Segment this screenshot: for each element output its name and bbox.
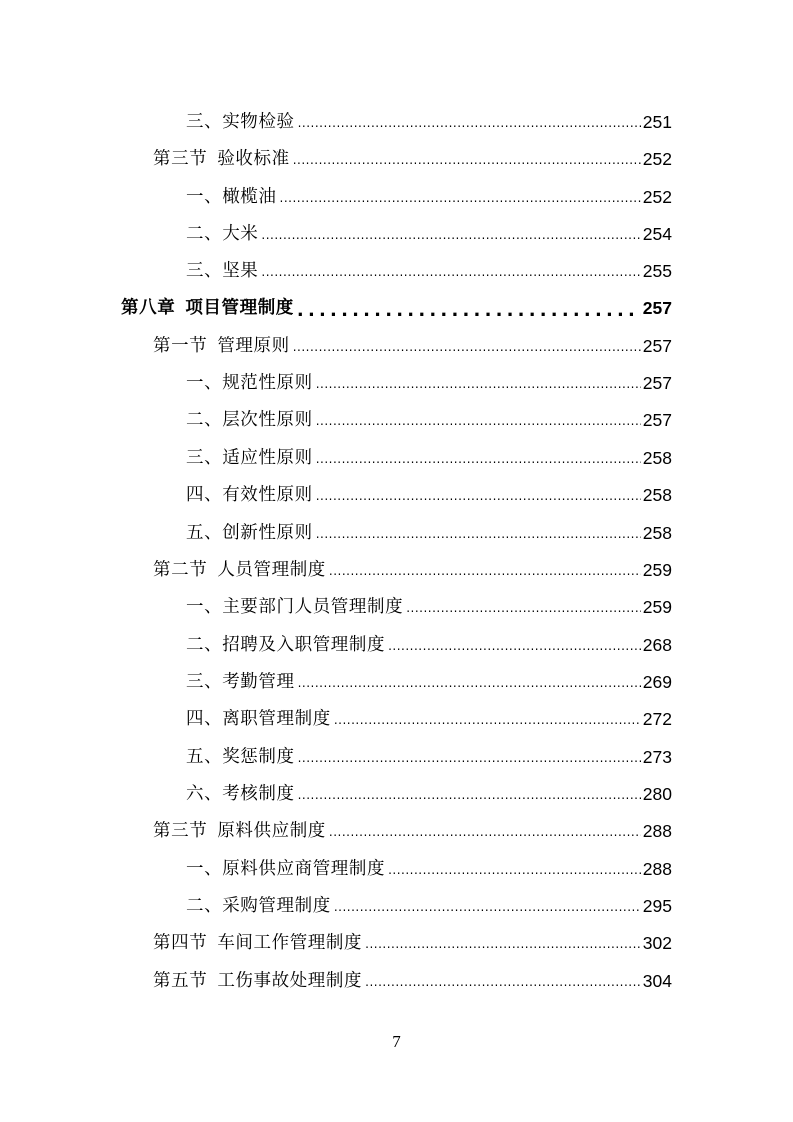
toc-entry-number: 三、 [186, 261, 223, 281]
toc-entry-label [186, 745, 295, 769]
toc-dot-leader [293, 152, 641, 168]
toc-dot-leader [298, 675, 641, 691]
toc-entry-label [186, 782, 295, 806]
toc-entry-page: 273 [642, 747, 672, 767]
toc-entry-label [186, 670, 295, 694]
toc-entry-label [186, 110, 295, 134]
toc-entry-title: 层次性原则 [222, 410, 313, 430]
toc-entry-page: 252 [642, 187, 672, 207]
toc-dot-leader [261, 264, 640, 280]
toc-entry-number: 五、 [186, 523, 223, 543]
toc-entry-number: 二、 [186, 635, 223, 655]
toc-entry-label [186, 371, 313, 395]
toc-entry-page: 304 [642, 971, 672, 991]
toc-entry[interactable] [186, 216, 672, 246]
toc-entry-number: 三、 [186, 672, 223, 692]
toc-entry-number: 四、 [186, 485, 223, 505]
toc-entry-label [153, 147, 290, 171]
toc-entry-title: 管理原则 [217, 336, 290, 356]
toc-entry-number: 第四节 [153, 933, 208, 953]
toc-entry-number: 五、 [186, 747, 223, 767]
toc-entry-number: 第五节 [153, 971, 208, 991]
toc-dot-leader [334, 899, 641, 915]
toc-entry-label [186, 483, 313, 507]
toc-entry-page: 259 [642, 597, 672, 617]
toc-entry[interactable] [186, 776, 672, 806]
toc-entry-label [186, 222, 258, 246]
toc-entry-page: 268 [642, 635, 672, 655]
toc-entry-number: 二、 [186, 896, 223, 916]
toc-entry-page: 257 [642, 373, 672, 393]
toc-entry-label [186, 408, 313, 432]
toc-entry-number: 第三节 [153, 149, 208, 169]
toc-dot-leader [280, 190, 641, 206]
toc-entry[interactable] [153, 925, 672, 955]
toc-entry[interactable] [153, 328, 672, 358]
toc-chapter-entry[interactable] [121, 290, 672, 320]
toc-dot-leader [293, 339, 641, 355]
toc-entry-number: 一、 [186, 187, 223, 207]
toc-entry-title: 离职管理制度 [222, 709, 331, 729]
toc-entry-title: 有效性原则 [222, 485, 313, 505]
toc-entry-label [153, 334, 290, 358]
toc-entry-page: 269 [642, 672, 672, 692]
toc-entry-number: 一、 [186, 859, 223, 879]
toc-dot-leader [316, 526, 641, 542]
toc-entry-number: 二、 [186, 224, 223, 244]
toc-entry[interactable] [186, 179, 672, 209]
toc-entry[interactable] [186, 253, 672, 283]
toc-entry-number: 第二节 [153, 560, 208, 580]
toc-entry-title: 考勤管理 [222, 672, 295, 692]
toc-entry-label [186, 595, 403, 619]
toc-entry[interactable] [186, 888, 672, 918]
toc-entry-page: 280 [642, 784, 672, 804]
toc-dot-leader [261, 227, 640, 243]
toc-entry-label [121, 296, 294, 320]
toc-entry-title: 橄榄油 [222, 187, 277, 207]
toc-entry-title: 采购管理制度 [222, 896, 331, 916]
toc-entry-title: 原料供应制度 [217, 821, 326, 841]
page-number: 7 [392, 1032, 401, 1051]
toc-entry[interactable] [153, 813, 672, 843]
toc-entry-label [186, 633, 385, 657]
toc-entry-page: 257 [642, 336, 672, 356]
toc-entry[interactable] [186, 515, 672, 545]
toc-dot-leader [365, 936, 641, 952]
toc-entry-page: 272 [642, 709, 672, 729]
toc-entry[interactable] [186, 402, 672, 432]
toc-entry[interactable] [186, 104, 672, 134]
toc-dot-leader [388, 638, 641, 654]
toc-dot-leader [365, 974, 641, 990]
toc-entry-number: 六、 [186, 784, 223, 804]
toc-entry-title: 验收标准 [217, 149, 290, 169]
toc-entry-label [186, 894, 331, 918]
toc-entry[interactable] [153, 963, 672, 993]
toc-entry[interactable] [153, 552, 672, 582]
toc-entry-title: 适应性原则 [222, 448, 313, 468]
toc-entry-title: 大米 [222, 224, 259, 244]
toc-entry-title: 坚果 [222, 261, 259, 281]
toc-entry-label [186, 185, 277, 209]
toc-dot-leader [334, 712, 641, 728]
toc-entry-title: 考核制度 [222, 784, 295, 804]
toc-entry-page: 259 [642, 560, 672, 580]
toc-entry-page: 258 [642, 448, 672, 468]
toc-entry-title: 奖惩制度 [222, 747, 295, 767]
toc-entry-page: 255 [642, 261, 672, 281]
toc-dot-leader [298, 115, 641, 131]
toc-entry[interactable] [186, 589, 672, 619]
toc-entry-number: 三、 [186, 448, 223, 468]
toc-dot-leader [316, 413, 641, 429]
toc-entry-title: 主要部门人员管理制度 [222, 597, 404, 617]
toc-entry-number: 一、 [186, 597, 223, 617]
toc-entry-title: 车间工作管理制度 [217, 933, 363, 953]
toc-entry-title: 创新性原则 [222, 523, 313, 543]
toc-entry-page: 302 [642, 933, 672, 953]
toc-dot-leader [329, 824, 641, 840]
toc-entry-title: 原料供应商管理制度 [222, 859, 386, 879]
toc-entry-title: 规范性原则 [222, 373, 313, 393]
toc-entry-label [186, 707, 331, 731]
toc-entry[interactable] [153, 141, 672, 171]
toc-entry-page: 288 [642, 859, 672, 879]
toc-entry-page: 257 [642, 298, 672, 318]
toc-dot-leader [316, 451, 641, 467]
toc-entry-label [153, 819, 326, 843]
toc-entry-label [186, 259, 258, 283]
toc-dot-leader [388, 862, 641, 878]
toc-entry-page: 257 [642, 410, 672, 430]
toc-entry[interactable] [186, 477, 672, 507]
toc-entry-number: 第八章 [121, 298, 176, 318]
toc-entry-page: 252 [642, 149, 672, 169]
toc-dot-leader [329, 563, 641, 579]
toc-dot-leader [297, 303, 641, 319]
toc-entry-number: 二、 [186, 410, 223, 430]
toc-entry-label [153, 931, 362, 955]
toc-entry-page: 258 [642, 485, 672, 505]
toc-dot-leader [298, 787, 641, 803]
toc-entry-label [153, 558, 326, 582]
toc-entry-number: 四、 [186, 709, 223, 729]
toc-entry-label [186, 446, 313, 470]
toc-entry-title: 项目管理制度 [185, 298, 294, 318]
toc-entry-number: 第一节 [153, 336, 208, 356]
toc-dot-leader [316, 488, 641, 504]
toc-entry-title: 人员管理制度 [217, 560, 326, 580]
toc-entry-title: 工伤事故处理制度 [217, 971, 363, 991]
toc-entry-page: 254 [642, 224, 672, 244]
toc-entry-label [186, 521, 313, 545]
toc-entry[interactable] [186, 851, 672, 881]
toc-entry-title: 实物检验 [222, 112, 295, 132]
toc-entry-number: 一、 [186, 373, 223, 393]
toc-dot-leader [298, 750, 641, 766]
toc-entry-title: 招聘及入职管理制度 [222, 635, 386, 655]
toc-entry[interactable] [186, 701, 672, 731]
toc-entry-page: 288 [642, 821, 672, 841]
toc-dot-leader [316, 376, 641, 392]
toc-entry-number: 第三节 [153, 821, 208, 841]
toc-entry-label [186, 857, 385, 881]
toc-entry[interactable] [186, 664, 672, 694]
toc-entry[interactable] [186, 739, 672, 769]
toc-entry[interactable] [186, 365, 672, 395]
toc-dot-leader [406, 600, 641, 616]
toc-entry-page: 258 [642, 523, 672, 543]
toc-entry-page: 295 [642, 896, 672, 916]
toc-entry[interactable] [186, 440, 672, 470]
toc-entry[interactable] [186, 627, 672, 657]
toc-entry-number: 三、 [186, 112, 223, 132]
toc-entry-page: 251 [642, 112, 672, 132]
toc-entry-label [153, 969, 362, 993]
